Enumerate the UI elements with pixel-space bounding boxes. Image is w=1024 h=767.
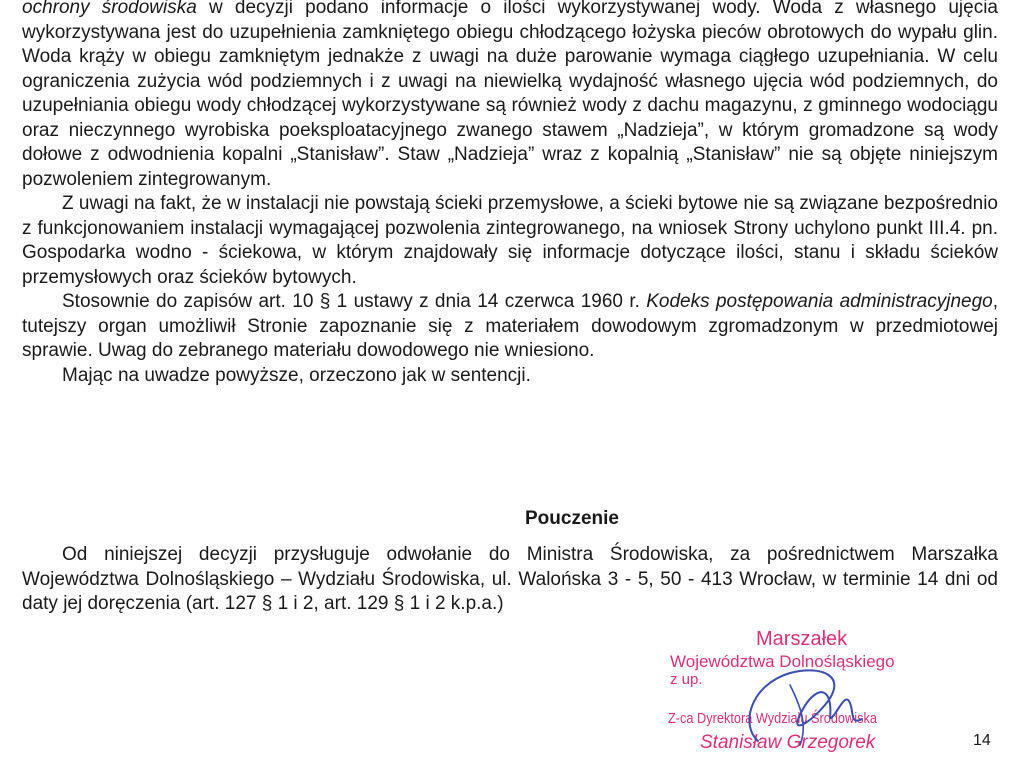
justification-body <box>22 0 998 388</box>
paragraph-water-use <box>22 0 998 192</box>
section-heading: Pouczenie <box>525 508 619 529</box>
stamp-organization: Województwa Dolnośląskiego <box>670 652 895 671</box>
italic-act-name: ochrony środowiska <box>22 0 197 18</box>
paragraph-wastewater: Z uwagi na fakt, że w instalacji nie powstają ścieki przemysłowe, a ścieki bytowe nie są związane bezpośrednio z funkcjonowaniem instalacji wymagającej pozwolenia zintegrowanego, na wniosek Strony uchylono punkt III.4. pn. Gospodarka wodno - ściekowa, w którym znajdowały się informacje dotyczące ilości, stanu i składu ścieków przemysłowych oraz ścieków bytowych. <box>22 193 998 288</box>
stamp-role: Z-ca Dyrektora Wydziału Środowiska <box>668 710 877 727</box>
stamp-name: Stanisław Grzegorek <box>700 732 876 753</box>
handwritten-signature <box>730 645 880 755</box>
italic-code-name: Kodeks postępowania administracyjnego <box>646 291 993 312</box>
page-number: 14 <box>973 732 991 749</box>
paragraph-text: w decyzji podano informacje o ilości wykorzystywanej wody. Woda z własnego ujęcia wykorzystywana jest do uzupełnienia zamkniętego obiegu chłodzącego łożyska pieców obrotowych do wypału glin. Woda krąży w obiegu zamkniętym jednakże z uwagi na duże parowanie wymaga ciągłego uzupełniania. W celu ograniczenia zużycia wód podziemnych i z uwagi na niewielką wydajność własnego ujęcia wód podziemnych, do uzupełniania obiegu wody chłodzącej wykorzystywane są również wody z dachu magazynu, z gminnego wodociągu oraz nieczynnego wyrobiska poeksploatacyjnego zwanego stawem „Nadzieja”, w którym gromadzone są wody dołowe z odwodnienia kopalni „Stanisław”. Staw „Nadzieja” wraz z kopalnią „Stanisław” nie są objęte niniejszym pozwoleniem zintegrowanym. <box>22 0 998 190</box>
paragraph-evidence <box>22 290 998 364</box>
paragraph-conclusion: Mając na uwadze powyższe, orzeczono jak w sentencji. <box>62 364 531 386</box>
stamp-on-behalf: z up. <box>670 671 703 688</box>
paragraph-text-before: Stosownie do zapisów art. 10 § 1 ustawy z dnia 14 czerwca 1960 r. <box>62 291 647 312</box>
appeal-instruction: Od niniejszej decyzji przysługuje odwołanie do Ministra Środowiska, za pośrednictwem Marszałka Województwa Dolnośląskiego – Wydziału Środowiska, ul. Walońska 3 - 5, 50 - 413 Wrocław, w terminie 14 dni od daty jej doręczenia (art. 127 § 1 i 2, art. 129 § 1 i 2 k.p.a.) <box>22 544 998 614</box>
paragraph-text-after: , tutejszy organ umożliwił Stronie zapoznanie się z materiałem dowodowym zgromadzonym w przedmiotowej sprawie. Uwag do zebranego materiału dowodowego nie wniesiono. <box>22 291 998 361</box>
stamp-title: Marszałek <box>756 628 848 650</box>
